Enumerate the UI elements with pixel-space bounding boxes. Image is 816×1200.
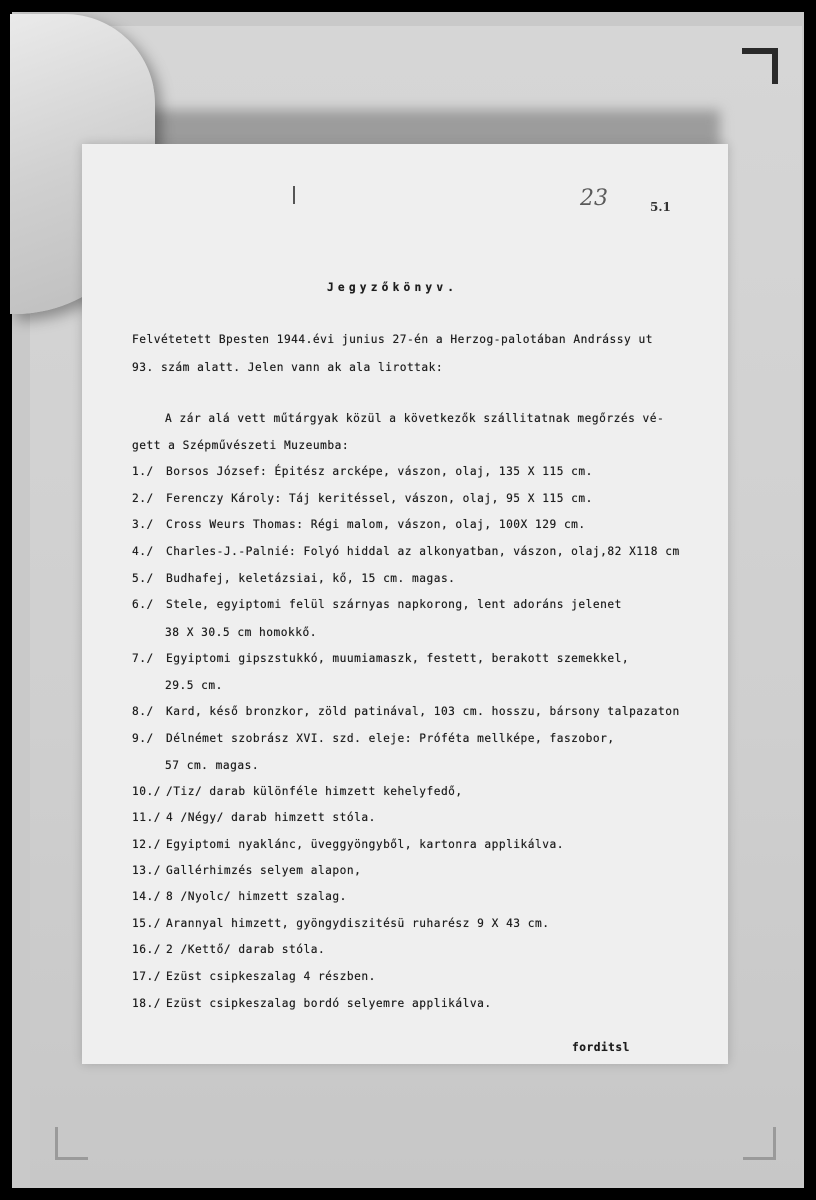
item-text: Cross Weurs Thomas: Régi malom, vászon, olaj, 100X 129 cm. (166, 518, 586, 531)
item-continuation: 57 cm. magas. (165, 759, 260, 772)
list-item (132, 917, 549, 930)
page-number: 23 (580, 186, 608, 211)
item-text: Borsos József: Épitész arcképe, vászon, olaj, 135 X 115 cm. (166, 465, 593, 478)
item-number: 15./ (132, 917, 161, 930)
item-text: Ferenczy Károly: Táj keritéssel, vászon, olaj, 95 X 115 cm. (166, 492, 593, 505)
list-item (132, 943, 325, 956)
item-number: 9./ (132, 732, 154, 745)
list-item (132, 997, 492, 1010)
item-continuation: 38 X 30.5 cm homokkő. (165, 626, 317, 639)
item-number: 8./ (132, 705, 154, 718)
list-item (132, 652, 629, 665)
frame-corner-mark (55, 1127, 88, 1160)
intro-line: Felvétetett Bpesten 1944.évi junius 27-én a Herzog-palotában Andrássy ut (132, 333, 653, 346)
list-item (132, 838, 564, 851)
item-number: 12./ (132, 838, 161, 851)
list-item (132, 970, 376, 983)
item-text: 8 /Nyolc/ himzett szalag. (166, 890, 347, 903)
item-text: Kard, késő bronzkor, zöld patinával, 103 cm. hosszu, bársony talpazaton (166, 705, 680, 718)
pen-mark (293, 186, 295, 204)
item-text: Arannyal himzett, gyöngydiszitésü ruharész 9 X 43 cm. (166, 917, 550, 930)
intro-line: 93. szám alatt. Jelen vann ak ala lirottak: (132, 361, 444, 374)
item-text: Charles-J.-Palnié: Folyó hiddal az alkonyatban, vászon, olaj,82 X118 cm (166, 545, 680, 558)
item-continuation: 29.5 cm. (165, 679, 223, 692)
item-text: Egyiptomi gipszstukkó, muumiamaszk, festett, berakott szemekkel, (166, 652, 630, 665)
turn-over-note: forditsl (572, 1041, 630, 1054)
list-item (132, 785, 463, 798)
item-text: Ezüst csipkeszalag bordó selyemre applikálva. (166, 997, 492, 1010)
item-text: Ezüst csipkeszalag 4 részben. (166, 970, 376, 983)
list-item (132, 864, 361, 877)
item-text: 4 /Négy/ darab himzett stóla. (166, 811, 376, 824)
paragraph-line: A zár alá vett műtárgyak közül a következők szállitatnak megőrzés vé- (165, 412, 665, 425)
item-text: Stele, egyiptomi felül szárnyas napkorong, lent adoráns jelenet (166, 598, 622, 611)
item-text: Gallérhimzés selyem alapon, (166, 864, 362, 877)
list-item (132, 705, 680, 718)
item-text: Délnémet szobrász XVI. szd. eleje: Próféta mellképe, faszobor, (166, 732, 615, 745)
item-number: 13./ (132, 864, 161, 877)
page-mark: 5.1 (650, 200, 671, 214)
list-item (132, 811, 376, 824)
item-number: 2./ (132, 492, 154, 505)
item-number: 16./ (132, 943, 161, 956)
item-text: Budhafej, keletázsiai, kő, 15 cm. magas. (166, 572, 456, 585)
list-item (132, 492, 593, 505)
item-text: /Tiz/ darab különféle himzett kehelyfedő, (166, 785, 463, 798)
item-number: 7./ (132, 652, 154, 665)
item-number: 4./ (132, 545, 154, 558)
paragraph-line: gett a Szépművészeti Muzeumba: (132, 439, 350, 452)
item-number: 11./ (132, 811, 161, 824)
item-number: 17./ (132, 970, 161, 983)
list-item (132, 598, 622, 611)
item-number: 10./ (132, 785, 161, 798)
list-item (132, 518, 586, 531)
document-title: Jegyzőkönyv. (327, 281, 459, 294)
item-number: 6./ (132, 598, 154, 611)
item-number: 14./ (132, 890, 161, 903)
list-item (132, 572, 455, 585)
list-item (132, 732, 615, 745)
item-number: 3./ (132, 518, 154, 531)
item-number: 1./ (132, 465, 154, 478)
item-number: 18./ (132, 997, 161, 1010)
frame-corner-mark (743, 1127, 776, 1160)
list-item (132, 545, 680, 558)
item-number: 5./ (132, 572, 154, 585)
item-text: 2 /Kettő/ darab stóla. (166, 943, 326, 956)
list-item (132, 890, 347, 903)
list-item (132, 465, 593, 478)
frame-corner-mark (742, 48, 778, 84)
item-text: Egyiptomi nyaklánc, üveggyöngyből, kartonra applikálva. (166, 838, 564, 851)
